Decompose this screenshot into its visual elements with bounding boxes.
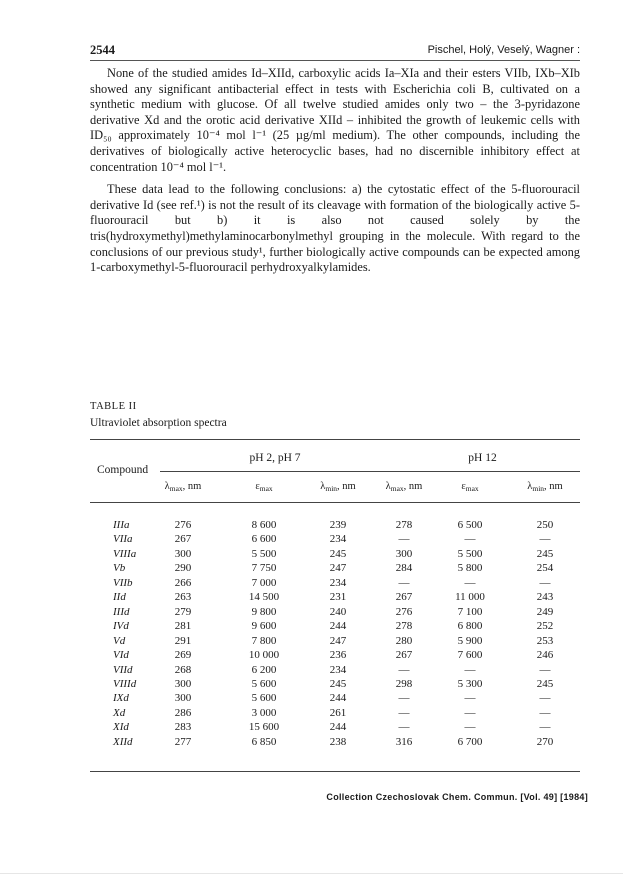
table-cell: 14 500: [248, 591, 280, 604]
compound-name: VIIb: [113, 576, 133, 589]
body-text: [90, 66, 580, 283]
table-cell: 298: [395, 677, 413, 690]
column-header: [369, 481, 439, 493]
table-cell: 281: [174, 620, 192, 633]
column-subscript: max: [465, 484, 479, 493]
compound-column-header: Compound: [97, 464, 149, 476]
compound-name: Vb: [113, 562, 126, 575]
table-cell: —: [539, 706, 551, 719]
table-header-rule: [90, 502, 580, 503]
table-cell: 234: [329, 533, 347, 546]
table-cell: 290: [174, 562, 192, 575]
compound-name: IIId: [113, 605, 130, 618]
column-unit: , nm: [337, 481, 356, 492]
page-number: 2544: [90, 43, 115, 57]
table-cell: 11 000: [455, 591, 485, 604]
table-cell: —: [398, 576, 410, 589]
table-cell: 276: [174, 519, 192, 531]
table-cell: 283: [174, 721, 192, 734]
table-cell: 6 600: [251, 533, 277, 546]
table-cell: 10 000: [248, 649, 280, 662]
table-cell: 240: [329, 605, 347, 618]
column-subscript: min: [325, 484, 338, 493]
table-cell: 15 600: [248, 721, 280, 734]
group-header-ph2-ph7: pH 2, pH 7: [249, 452, 301, 464]
header-rule: [90, 60, 580, 61]
group-header-ph12: pH 12: [468, 452, 497, 464]
table-cell: 253: [536, 634, 554, 647]
table-cell: 243: [536, 591, 554, 604]
table-cell: 6 200: [251, 663, 277, 676]
table-cell: 300: [174, 677, 192, 690]
paragraph-2: These data lead to the following conclusions: a) the cytostatic effect of the 5-fluorouracil derivative Id (see ref.¹) is not the result of its cleavage with formation of the biologically active 5-fluorouracil but b) it is also not caused solely by the tris(hydroxymethyl)methylaminocarbonylmethyl grouping in the molecule. With regard to the conclusions of our previous study¹, further biologically active compounds can be expected among 1-carboxymethyl-5-fluorouracil perhydroxyalkylamides.: [90, 182, 580, 275]
table-cell: 234: [329, 663, 347, 676]
column-header: [303, 481, 373, 493]
table-cell: 5 600: [251, 692, 277, 705]
bottom-rule: [0, 873, 623, 874]
compound-name: Vd: [113, 634, 126, 647]
column-subscript: max: [169, 484, 183, 493]
table-cell: 3 000: [251, 706, 277, 719]
table-cell: 291: [174, 634, 192, 647]
table-cell: 7 000: [251, 576, 277, 589]
paragraph-1: None of the studied amides Id–XIId, carboxylic acids Ia–XIa and their esters VIIb, IXb–XIb showed any significant antibacterial effect in tests with Escherichia coli B, cultivated on a synthetic medium with glucose. Of all twelve studied amides only two – the 3-pyridazone derivative Xd and the orotic acid derivative XIId – inhibited the growth of leukemic cells with ID₅₀ approximately 10⁻⁴ mol l⁻¹ (25 µg/ml medium). The other compounds, including the derivatives of biologically active heterocyclic bases, had no discernible inhibitory effect at concentration 10⁻⁴ mol l⁻¹.: [90, 66, 580, 174]
table-cell: —: [539, 721, 551, 734]
compound-name: XId: [113, 721, 129, 734]
table-cell: 239: [329, 519, 347, 531]
table-cell: 9 600: [251, 620, 277, 633]
table-cell: 245: [329, 547, 347, 560]
table-cell: —: [398, 533, 410, 546]
table-cell: —: [539, 663, 551, 676]
column-subscript: max: [390, 484, 404, 493]
compound-name: VId: [113, 649, 129, 662]
column-symbol: ε: [461, 481, 466, 492]
table-cell: 286: [174, 706, 192, 719]
table-cell: 5 500: [251, 547, 277, 560]
table-cell: —: [398, 663, 410, 676]
table-cell: —: [464, 576, 476, 589]
table-cell: —: [398, 692, 410, 705]
column-symbol: λ: [320, 481, 326, 492]
table-cell: 261: [329, 706, 347, 719]
table-cell: 244: [329, 692, 347, 705]
column-subscript: min: [532, 484, 545, 493]
table-cell: 269: [174, 649, 192, 662]
table-cell: 5 800: [457, 562, 483, 575]
table-cell: 244: [329, 721, 347, 734]
compound-name: VIId: [113, 663, 133, 676]
column-header: [148, 481, 218, 493]
table-cell: —: [539, 576, 551, 589]
table-label: TABLE II: [90, 401, 137, 412]
table-cell: 284: [395, 562, 413, 575]
table-cell: 5 500: [457, 547, 483, 560]
column-header: [229, 481, 299, 493]
column-header: [435, 481, 505, 493]
column-header: [510, 481, 580, 493]
running-head: Pischel, Holý, Veselý, Wagner :: [427, 44, 580, 56]
table-cell: —: [464, 533, 476, 546]
table-cell: 8 600: [251, 519, 277, 531]
table-cell: 246: [536, 649, 554, 662]
compound-name: IVd: [113, 620, 129, 633]
table-cell: 250: [536, 519, 554, 531]
table-cell: 6 850: [251, 735, 277, 748]
table-cell: 5 300: [457, 677, 483, 690]
table-cell: 244: [329, 620, 347, 633]
table-cell: —: [398, 706, 410, 719]
table-cell: 267: [395, 591, 413, 604]
table-cell: 266: [174, 576, 192, 589]
column-subscript: max: [259, 484, 273, 493]
table-cell: 245: [536, 547, 554, 560]
table-cell: 236: [329, 649, 347, 662]
compound-name: Xd: [113, 706, 126, 719]
table-cell: —: [539, 533, 551, 546]
table-cell: 6 700: [457, 735, 483, 748]
table-cell: —: [464, 692, 476, 705]
table-cell: 316: [395, 735, 413, 748]
column-unit: , nm: [403, 481, 423, 492]
column-symbol: ε: [255, 481, 260, 492]
table-cell: 7 100: [457, 605, 483, 618]
table-cell: 276: [395, 605, 413, 618]
table-cell: —: [398, 721, 410, 734]
compound-name: XIId: [113, 735, 133, 748]
table-cell: 247: [329, 562, 347, 575]
table-cell: 7 600: [457, 649, 483, 662]
table-cell: 238: [329, 735, 347, 748]
table-cell: 249: [536, 605, 554, 618]
table-cell: 5 900: [457, 634, 483, 647]
table-cell: 231: [329, 591, 347, 604]
table-cell: 277: [174, 735, 192, 748]
table-cell: 6 500: [457, 519, 483, 531]
page-header: [90, 43, 580, 59]
table-top-rule: [90, 439, 580, 440]
column-unit: , nm: [182, 481, 202, 492]
table-group-rule: [160, 471, 580, 472]
table-cell: 5 600: [251, 677, 277, 690]
table-bottom-rule: [90, 771, 580, 772]
table-cell: 268: [174, 663, 192, 676]
column-symbol: λ: [385, 481, 391, 492]
table-cell: 300: [174, 547, 192, 560]
table-cell: 7 800: [251, 634, 277, 647]
table-cell: —: [539, 692, 551, 705]
column-symbol: λ: [164, 481, 170, 492]
table-cell: 279: [174, 605, 192, 618]
table-caption: Ultraviolet absorption spectra: [90, 417, 227, 429]
compound-name: VIIIa: [113, 547, 137, 560]
table-cell: 252: [536, 620, 554, 633]
compound-name: IXd: [113, 692, 129, 705]
table-cell: 263: [174, 591, 192, 604]
table-cell: 280: [395, 634, 413, 647]
table-cell: 278: [395, 620, 413, 633]
table-cell: 7 750: [251, 562, 277, 575]
table-cell: 234: [329, 576, 347, 589]
compound-name: IIIa: [113, 519, 130, 531]
table-cell: —: [464, 721, 476, 734]
table-cell: 254: [536, 562, 554, 575]
table-cell: 300: [174, 692, 192, 705]
column-symbol: λ: [527, 481, 533, 492]
compound-name: VIIId: [113, 677, 137, 690]
table-cell: 267: [174, 533, 192, 546]
journal-footer: Collection Czechoslovak Chem. Commun. [Vol. 49] [1984]: [326, 792, 588, 802]
table-cell: 247: [329, 634, 347, 647]
column-unit: , nm: [544, 481, 563, 492]
table-cell: 270: [536, 735, 554, 748]
table-cell: 300: [395, 547, 413, 560]
table-cell: —: [464, 663, 476, 676]
table-cell: —: [464, 706, 476, 719]
compound-name: IId: [113, 591, 126, 604]
table-cell: 6 800: [457, 620, 483, 633]
table-cell: 9 800: [251, 605, 277, 618]
table-cell: 245: [329, 677, 347, 690]
table-cell: 267: [395, 649, 413, 662]
table-cell: 245: [536, 677, 554, 690]
table-cell: 278: [395, 519, 413, 531]
compound-name: VIIa: [113, 533, 133, 546]
